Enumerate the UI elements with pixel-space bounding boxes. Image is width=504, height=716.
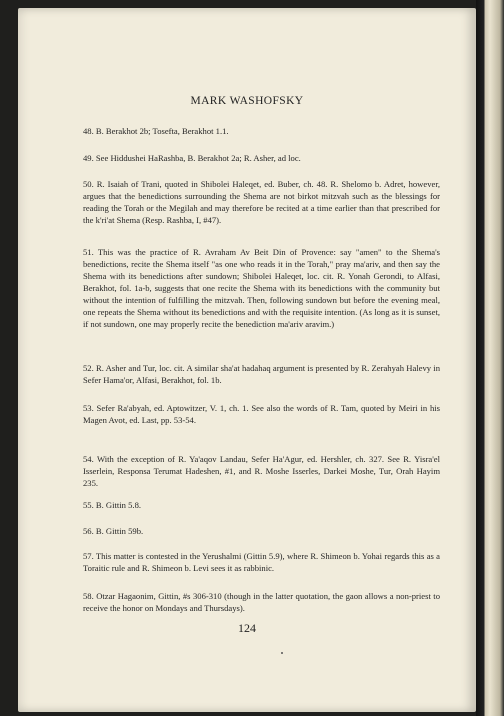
book-spine-edge bbox=[476, 0, 504, 716]
endnote: 55. B. Gittin 5.8. bbox=[83, 500, 142, 510]
ink-speck bbox=[281, 652, 283, 654]
endnote: 58. Otzar Hagaonim, Gittin, #s 306-310 (though in the latter quotation, the gaon allows a non-priest to receive the honor on Mondays and Thursdays). bbox=[83, 591, 440, 613]
endnote: 56. B. Gittin 59b. bbox=[83, 526, 144, 536]
endnote: 52. R. Asher and Tur, loc. cit. A similar sha'at hadahaq argument is presented by R. Zerahyah Halevy in Sefer Hama'or, Alfasi, Berakhot, fol. 1b. bbox=[83, 363, 440, 385]
endnote: 48. B. Berakhot 2b; Tosefta, Berakhot 1.1. bbox=[83, 126, 229, 136]
endnote: 49. See Hiddushei HaRashba, B. Berakhot 2a; R. Asher, ad loc. bbox=[83, 153, 301, 163]
page-number: 124 bbox=[238, 621, 256, 635]
endnote: 53. Sefer Ra'abyah, ed. Aptowitzer, V. 1, ch. 1. See also the words of R. Tam, quoted by Meiri in his Magen Avot, ed. Last, pp. 53-54. bbox=[83, 403, 440, 425]
running-head: MARK WASHOFSKY bbox=[190, 95, 304, 107]
endnote: 57. This matter is contested in the Yerushalmi (Gittin 5.9), where R. Shimeon b. Yohai regards this as a Toraitic rule and R. Shimeon b. Levi sees it as rabbinic. bbox=[83, 551, 440, 573]
endnote: 54. With the exception of R. Ya'aqov Landau, Sefer Ha'Agur, ed. Hershler, ch. 327. See R. Yisra'el Isserlein, Responsa Terumat Hadeshen, #1, and R. Moshe Isserles, Darkei Moshe, Tur, Orah Hayim 235. bbox=[83, 454, 440, 488]
book-page bbox=[18, 8, 476, 712]
endnote: 51. This was the practice of R. Avraham Av Beit Din of Provence: say "amen" to the Shema's benedictions, recite the Shema itself "as one who reads it in the Torah," pray ma'ariv, and then say the Shema with its benedictions after sundown; Shibolei Haleqet, loc. cit. R. Yonah Gerondi, to Alfasi, Berakhot, fol. 1a-b, suggests that one recite the Shema with its benedictions with the community but without the intention of fulfilling the mitzvah. Then, following sundown but before the evening meal, one repeats the Shema without its benedictions and with the requisite intention. (As long as it is sunset, if not sundown, one may properly recite the benediction ma'ariv aravim.) bbox=[83, 247, 440, 329]
endnotes bbox=[18, 8, 476, 712]
endnote: 50. R. Isaiah of Trani, quoted in Shibolei Haleqet, ed. Buber, ch. 48. R. Shelomo b. Adret, however, argues that the benedictions surrounding the Shema are not birkot mitzvah such as the blessings for reading the Torah or the Megilah and may therefore be recited at a time earlier than that prescribed for the k'ri'at Shema (Resp. Rashba, I, #47). bbox=[83, 179, 440, 225]
